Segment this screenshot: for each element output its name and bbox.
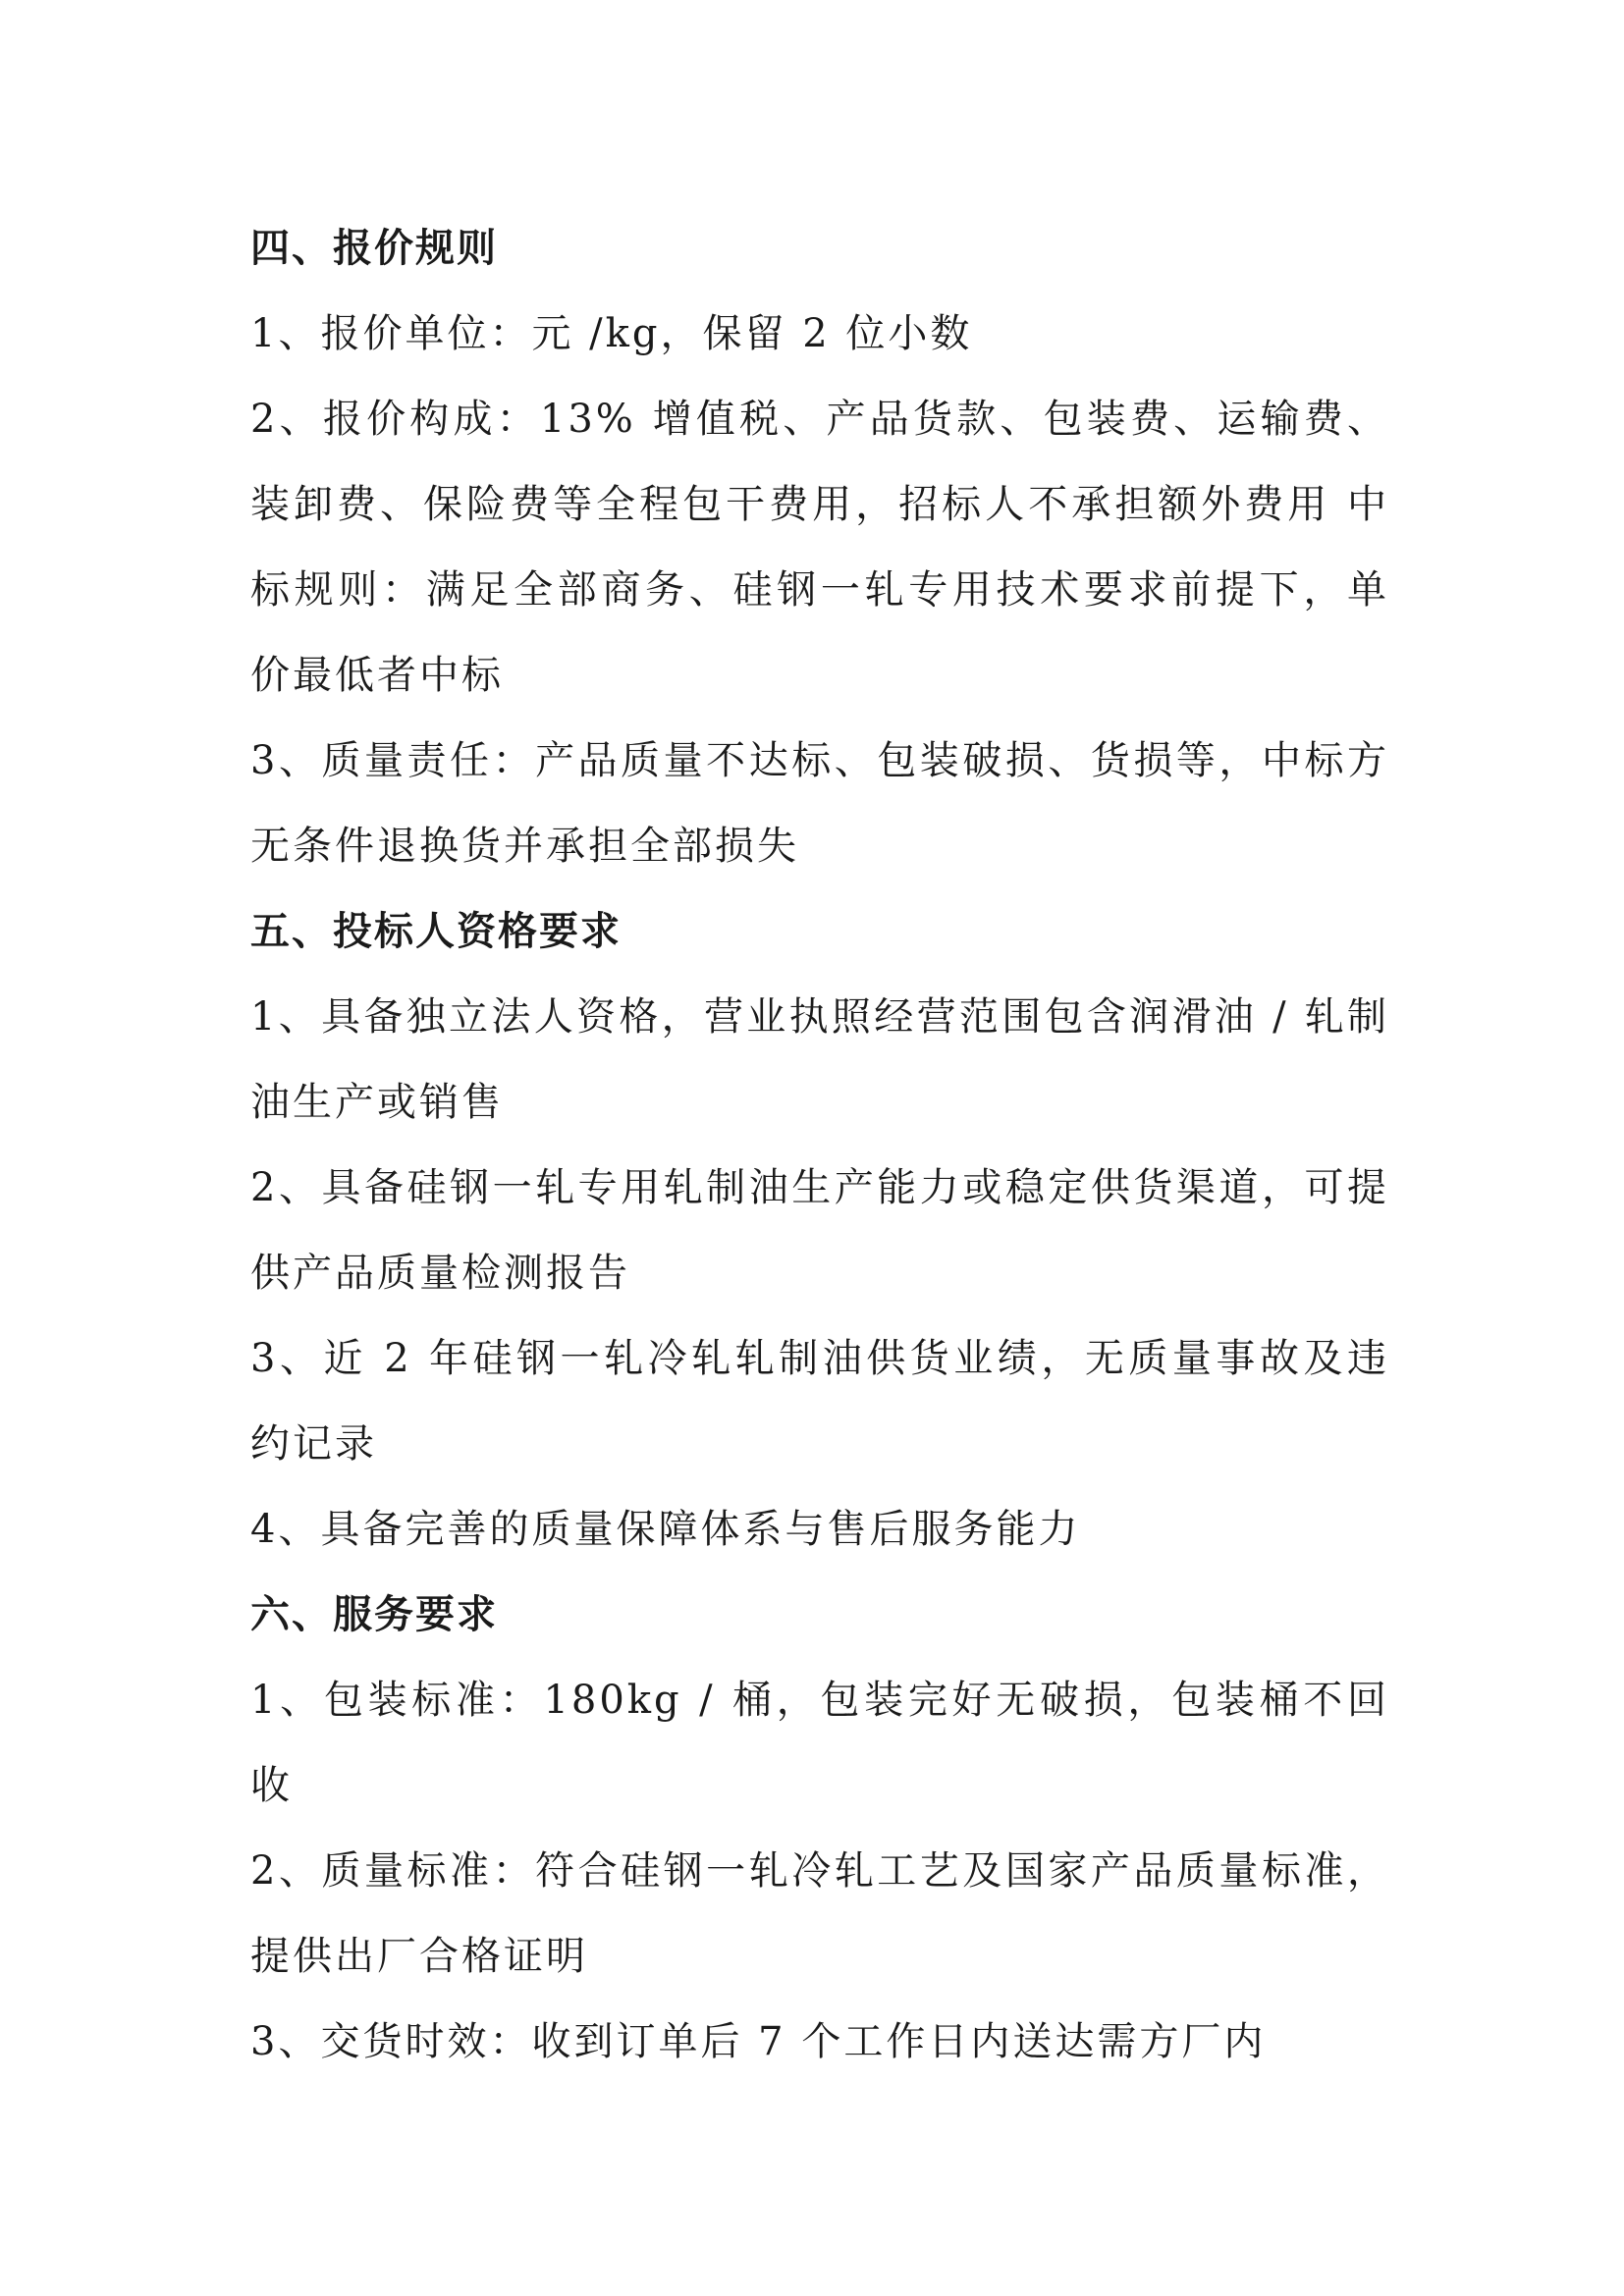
document-page (250, 206, 1389, 2085)
qualification-item: 1、具备独立法人资格，营业执照经营范围包含润滑油 / 轧制油生产或销售 (250, 994, 1389, 1125)
service-requirement-item: 1、包装标准：180kg / 桶，包装完好无破损，包装桶不回收 (250, 1678, 1389, 1808)
qualification-item: 3、近 2 年硅钢一轧冷轧轧制油供货业绩，无质量事故及违约记录 (250, 1336, 1389, 1467)
quotation-rule-item: 1、报价单位：元 /kg，保留 2 位小数 (250, 311, 973, 356)
section-heading-bidder-qualifications: 五、投标人资格要求 (250, 909, 622, 954)
section-heading-service-requirements: 六、服务要求 (250, 1592, 498, 1637)
section-heading-quotation-rules: 四、报价规则 (250, 226, 498, 271)
quotation-rule-item: 3、质量责任：产品质量不达标、包装破损、货损等，中标方无条件退换货并承担全部损失 (250, 738, 1389, 869)
quotation-rule-item: 2、报价构成：13% 增值税、产品货款、包装费、运输费、装卸费、保险费等全程包干费用，招标人不承担额外费用 中标规则：满足全部商务、硅钢一轧专用技术要求前提下，单价最低者中标 (250, 397, 1389, 698)
qualification-item: 2、具备硅钢一轧专用轧制油生产能力或稳定供货渠道，可提供产品质量检测报告 (250, 1165, 1389, 1296)
qualification-item: 4、具备完善的质量保障体系与售后服务能力 (250, 1507, 1081, 1552)
service-requirement-item: 2、质量标准：符合硅钢一轧冷轧工艺及国家产品质量标准，提供出厂合格证明 (250, 1848, 1389, 1979)
service-requirement-item: 3、交货时效：收到订单后 7 个工作日内送达需方厂内 (250, 2019, 1267, 2064)
